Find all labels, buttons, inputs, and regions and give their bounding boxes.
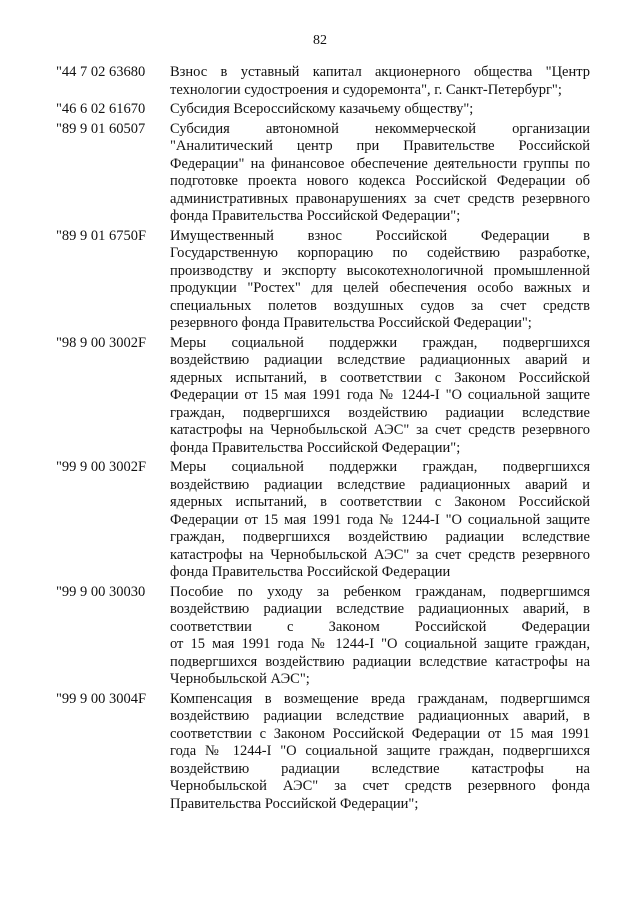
description-line: продукции "Ростех" для целей обеспечения особо важных и [170, 280, 590, 296]
description-line: специальных полетов воздушных судов за счет средств [170, 297, 590, 314]
description-line: Правительства Российской Федерации"; [170, 795, 419, 812]
description-line: административных правонарушениях за счет средств резервного [170, 190, 590, 207]
entry-description [170, 335, 590, 458]
description-line: Субсидия автономной некоммерческой организации [170, 120, 590, 137]
description-line: Пособие по уходу за ребенком гражданам, подвергшимся [170, 583, 590, 600]
budget-code: "98 9 00 3002F [56, 334, 147, 351]
list-item [56, 101, 590, 119]
description-line: Взнос в уставный капитал акционерного общества "Центр [170, 64, 590, 80]
entry-description [170, 121, 590, 226]
entry-description [170, 64, 590, 99]
description-line: воздействию радиации вследствие радиационных аварий и [170, 352, 590, 368]
page-number: 82 [313, 33, 327, 48]
budget-code: "44 7 02 63680 [56, 64, 146, 80]
budget-code: "89 9 01 60507 [56, 120, 146, 137]
entry-description [170, 101, 590, 119]
description-line: фонда Правительства Российской Федерации"; [170, 439, 461, 456]
description-line: воздействию радиации вследствие радиационных аварий, в [170, 601, 590, 617]
entry-description [170, 584, 590, 689]
list-item [56, 459, 590, 582]
description-line: Федерации от 15 мая 1991 года № 1244-I "О социальной защите [170, 511, 590, 528]
budget-code: "99 9 00 30030 [56, 583, 146, 600]
description-line: "Аналитический центр при Правительстве Российской [170, 138, 590, 154]
description-line: соответствии с Законом Российской Федерации [170, 618, 590, 635]
description-line: воздействию радиации вследствие радиационных аварий, в [170, 708, 590, 724]
budget-code-list [56, 64, 590, 813]
list-item [56, 228, 590, 333]
description-line: ядерных испытаний, в соответствии с Законом Российской [170, 494, 590, 510]
description-line: Чернобыльской АЭС"; [170, 671, 310, 687]
budget-code: "99 9 00 3002F [56, 459, 147, 475]
description-line: соответствии с Законом Российской Федерации от 15 мая 1991 [170, 725, 590, 742]
description-line: года № 1244-I "О социальной защите граждан, подвергшихся [170, 743, 590, 759]
list-item [56, 64, 590, 99]
budget-code: "89 9 01 6750F [56, 227, 147, 244]
description-line: катастрофы на Чернобыльской АЭС" за счет средств резервного [170, 422, 590, 438]
description-line: подвергшихся воздействию радиации вследствие катастрофы на [170, 653, 590, 670]
description-line: Компенсация в возмещение вреда гражданам, подвергшимся [170, 690, 590, 707]
description-line: Меры социальной поддержки граждан, подвергшихся [170, 459, 590, 475]
description-line: воздействию радиации вследствие радиационных аварий и [170, 476, 590, 493]
description-line: ядерных испытаний, в соответствии с Законом Российской [170, 369, 590, 386]
description-line: фонда Правительства Российской Федерации [170, 564, 451, 580]
entry-description [170, 459, 590, 582]
description-line: подготовке проекта нового кодекса Российской Федерации об [170, 173, 590, 189]
description-line: Государственную корпорацию по содействию разработке, [170, 245, 590, 261]
description-line: граждан, подвергшихся воздействию радиации вследствие [170, 529, 590, 545]
description-line: от 15 мая 1991 года № 1244-I "О социальной защите граждан, [170, 636, 590, 652]
description-line: Чернобыльской АЭС" за счет средств резервного фонда [170, 778, 590, 794]
description-line: Субсидия Всероссийскому казачьему обществу"; [170, 101, 474, 117]
entry-description [170, 691, 590, 814]
description-line: Федерации от 15 мая 1991 года № 1244-I "О социальной защите [170, 387, 590, 403]
description-line: Меры социальной поддержки граждан, подвергшихся [170, 334, 590, 351]
list-item [56, 691, 590, 814]
budget-code: "99 9 00 3004F [56, 690, 147, 707]
budget-code: "46 6 02 61670 [56, 101, 146, 117]
description-line: резервного фонда Правительства Российской Федерации"; [170, 315, 532, 331]
description-line: Федерации" на финансовое обеспечение деятельности группы по [170, 155, 590, 172]
description-line: катастрофы на Чернобыльской АЭС" за счет средств резервного [170, 546, 590, 563]
list-item [56, 335, 590, 458]
description-line: Имущественный взнос Российской Федерации в [170, 227, 590, 244]
list-item [56, 121, 590, 226]
description-line: фонда Правительства Российской Федерации"; [170, 208, 461, 224]
description-line: технологии судостроения и судоремонта", г. Санкт-Петербург"; [170, 81, 562, 98]
description-line: воздействию радиации вследствие катастрофы на [170, 760, 590, 777]
description-line: граждан, подвергшихся воздействию радиации вследствие [170, 404, 590, 421]
entry-description [170, 228, 590, 333]
list-item [56, 584, 590, 689]
description-line: производству и экспорту высокотехнологичной промышленной [170, 262, 590, 279]
